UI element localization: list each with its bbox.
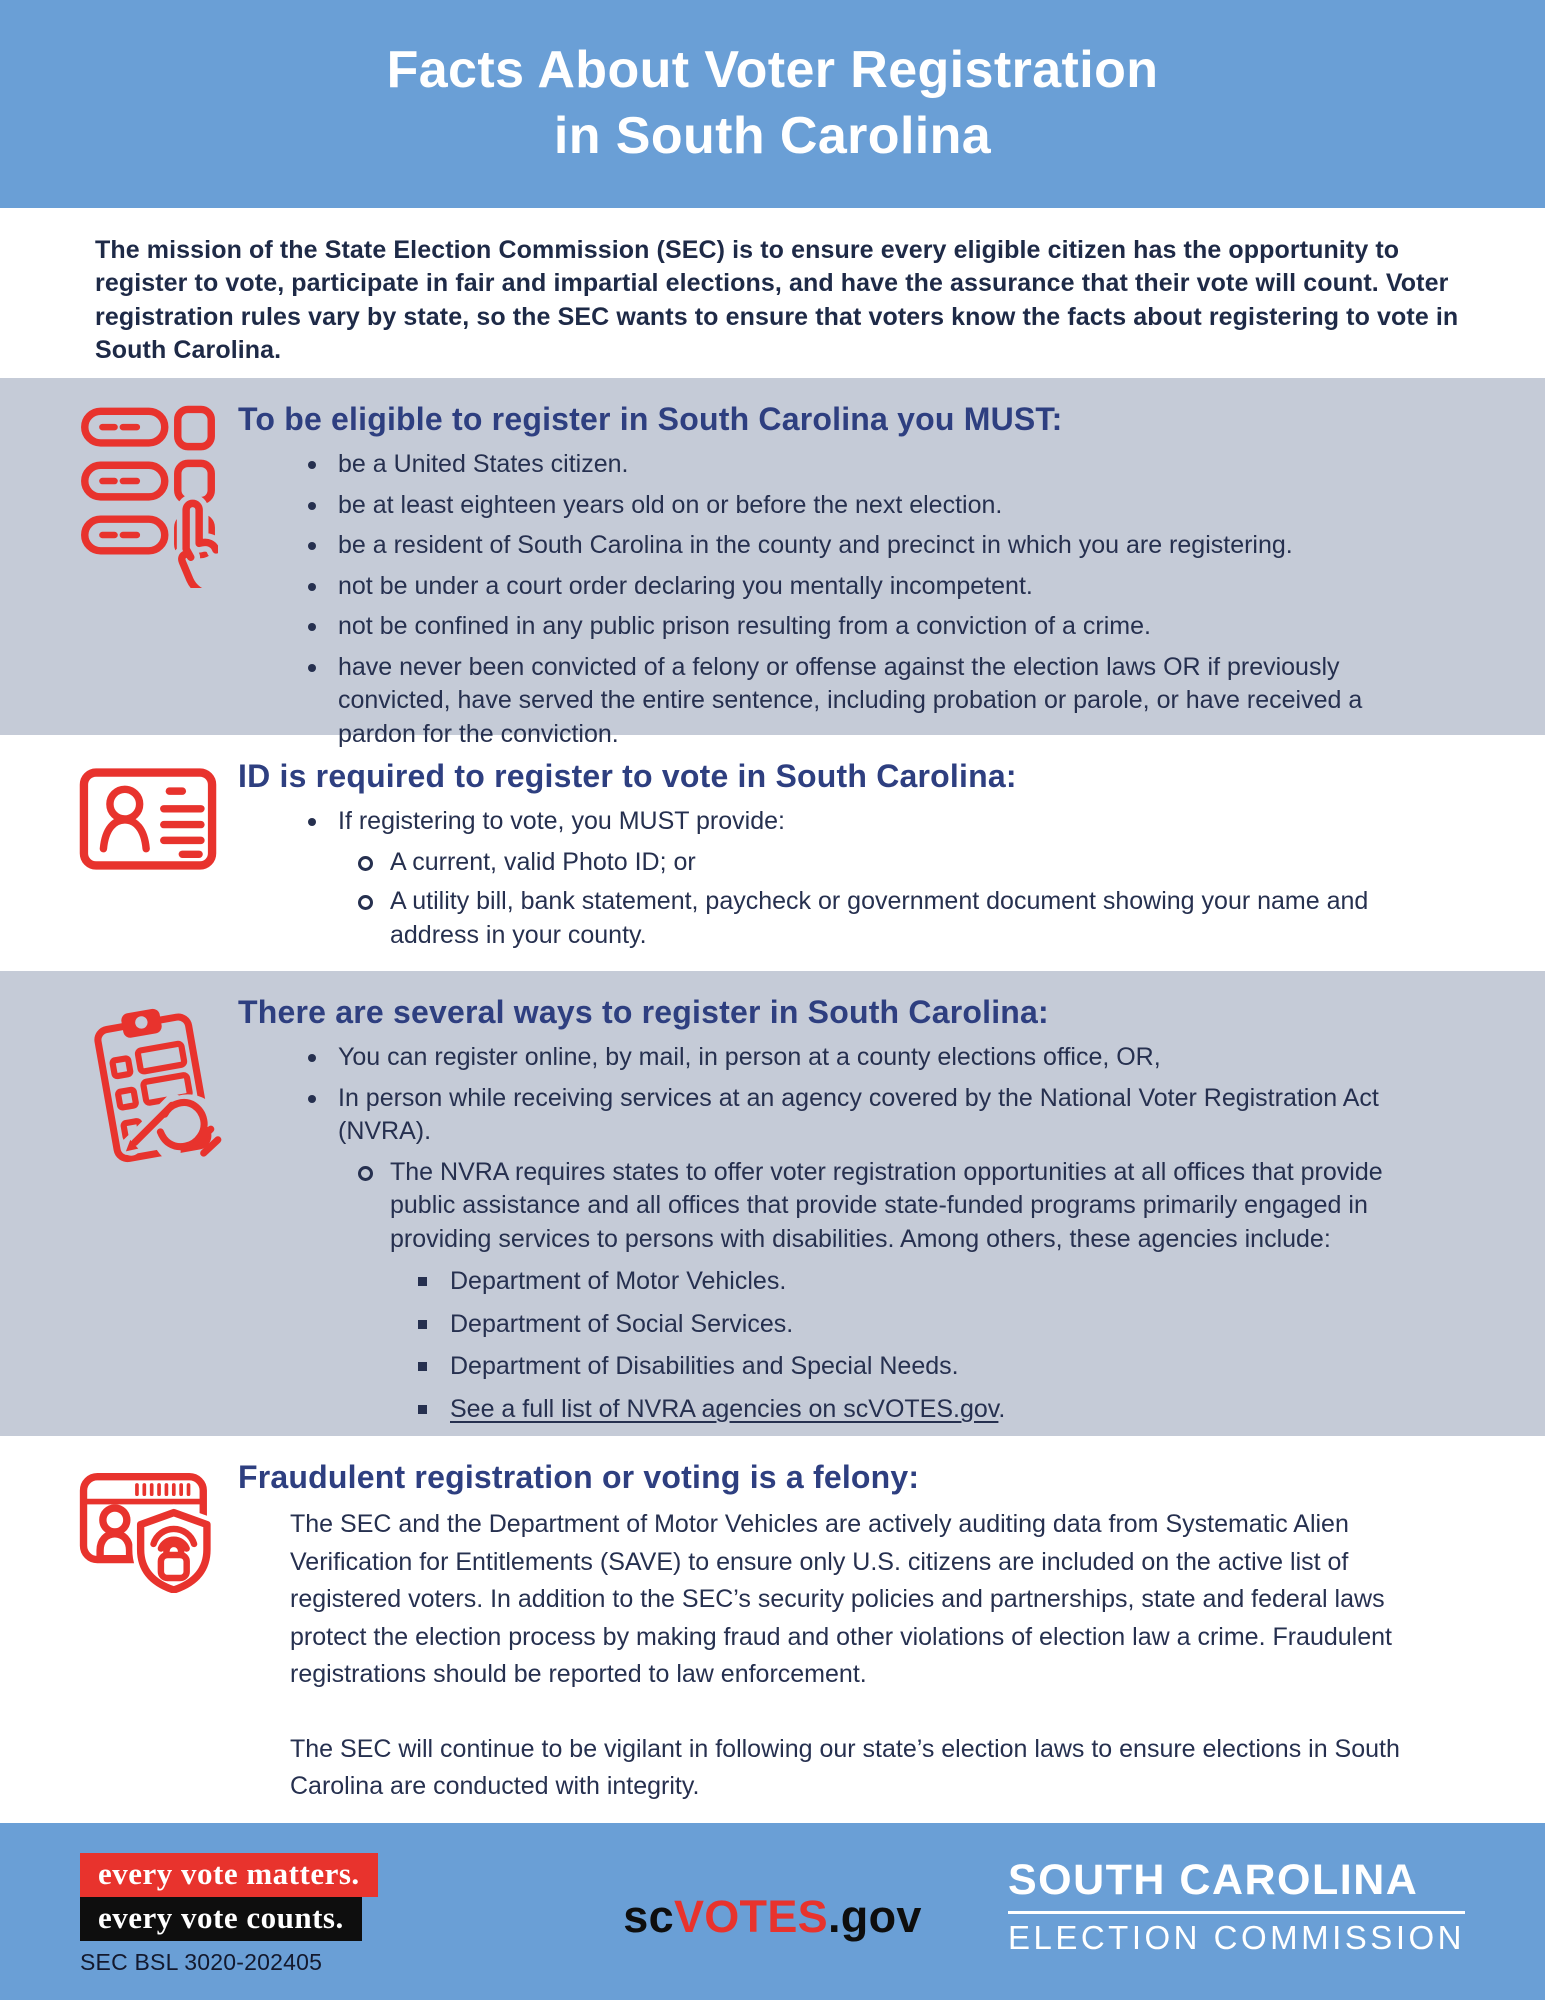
- list-item: A current, valid Photo ID; or: [338, 846, 1423, 880]
- bullet-text: If registering to vote, you MUST provide:: [338, 807, 785, 836]
- link-period: .: [998, 1394, 1006, 1423]
- page-title-line1: Facts About Voter Registration: [386, 41, 1159, 100]
- fraud-paragraph-2: The SEC will continue to be vigilant in following our state’s election laws to ensure elections in South Carolina are conducted with integrity.: [290, 1734, 1400, 1801]
- list-item: [338, 1156, 1423, 1426]
- section-ways-to-register: [0, 971, 1545, 1436]
- bullet-text: The NVRA requires states to offer voter registration opportunities at all offices that provide public assistance and all offices that provide state-funded programs primarily engaged in providing services to persons with disabilities. Among others, these agencies include:: [390, 1157, 1383, 1253]
- list-item: not be under a court order declaring you mentally incompetent.: [238, 570, 1423, 604]
- list-item: Department of Motor Vehicles.: [390, 1265, 1423, 1298]
- fraud-security-icon: [78, 1470, 218, 1593]
- logo-line2: ELECTION COMMISSION: [1007, 1919, 1465, 1956]
- list-item: [390, 1393, 1423, 1426]
- fraud-paragraph-1: The SEC and the Department of Motor Vehicles are actively auditing data from Systematic Alien Verification for Entitlements (SAVE) to ensure only U.S. citizens are included on the active list of registered voters. In addition to the SEC’s security policies and partnerships, state and federal laws protect the election process by making fraud and other violations of election law a crime. Fraudulent registrations should be reported to law enforcement.: [290, 1510, 1392, 1689]
- list-item: You can register online, by mail, in person at a county elections office, OR,: [238, 1041, 1423, 1075]
- section-fraud-felony: [0, 1436, 1545, 1823]
- ways-list: [238, 1041, 1485, 1425]
- list-item: be at least eighteen years old on or before the next election.: [238, 489, 1423, 523]
- section-heading-id: ID is required to register to vote in South Carolina:: [238, 758, 1017, 794]
- list-item: have never been convicted of a felony or offense against the election laws OR if previously convicted, have served the entire sentence, including probation or parole, or have received a pardon for the conviction.: [238, 651, 1423, 752]
- eligibility-list: [238, 448, 1485, 751]
- list-item: A utility bill, bank statement, paycheck or government document showing your name and address in your county.: [338, 885, 1423, 952]
- section-eligibility: [0, 378, 1545, 748]
- nvra-agencies-link[interactable]: See a full list of NVRA agencies on scVOTES.gov: [450, 1394, 999, 1423]
- id-card-icon: [78, 767, 218, 871]
- list-item: not be confined in any public prison resulting from a conviction of a crime.: [238, 610, 1423, 644]
- bullet-text: In person while receiving services at an agency covered by the National Voter Registration Act (NVRA).: [338, 1083, 1379, 1146]
- section-heading-eligibility: To be eligible to register in South Carolina you MUST:: [238, 401, 1063, 437]
- site-suffix: .gov: [827, 1891, 922, 1942]
- scvotes-gov-wordmark[interactable]: [623, 1891, 921, 1943]
- section-heading-fraud: Fraudulent registration or voting is a felony:: [238, 1459, 920, 1495]
- section-heading-ways: There are several ways to register in South Carolina:: [238, 994, 1049, 1030]
- list-item: Department of Disabilities and Special Needs.: [390, 1350, 1423, 1383]
- site-prefix: sc: [623, 1891, 674, 1942]
- section-id-required: [0, 735, 1545, 971]
- list-item: [238, 1082, 1423, 1426]
- site-highlight: VOTES: [673, 1891, 828, 1942]
- vote-badges: [80, 1853, 378, 1976]
- page-title-line2: in South Carolina: [553, 107, 992, 165]
- id-list: [238, 805, 1485, 952]
- ballot-options-hand-icon: [78, 402, 218, 588]
- list-item: be a United States citizen.: [238, 448, 1423, 482]
- list-item: Department of Social Services.: [390, 1308, 1423, 1341]
- logo-line1: SOUTH CAROLINA: [1008, 1859, 1465, 1914]
- footer-band: [0, 1823, 1545, 2000]
- sc-election-commission-logo: [1007, 1856, 1465, 1956]
- list-item: be a resident of South Carolina in the county and precinct in which you are registering.: [238, 529, 1423, 563]
- mission-section: [0, 208, 1545, 378]
- badge-every-vote-matters: every vote matters.: [80, 1853, 378, 1897]
- list-item: [238, 805, 1423, 952]
- badge-every-vote-counts: every vote counts.: [80, 1897, 362, 1941]
- document-code: SEC BSL 3020-202405: [80, 1949, 323, 1975]
- clipboard-writing-icon: [78, 1001, 233, 1169]
- agency-list: [390, 1265, 1423, 1425]
- mission-text: The mission of the State Election Commission (SEC) is to ensure every eligible citizen has the opportunity to register to vote, participate in fair and impartial elections, and have the assurance that their vote will count. Voter registration rules vary by state, so the SEC wants to ensure that voters know the facts about registering to vote in South Carolina.: [95, 236, 1459, 364]
- header-band: [0, 0, 1545, 208]
